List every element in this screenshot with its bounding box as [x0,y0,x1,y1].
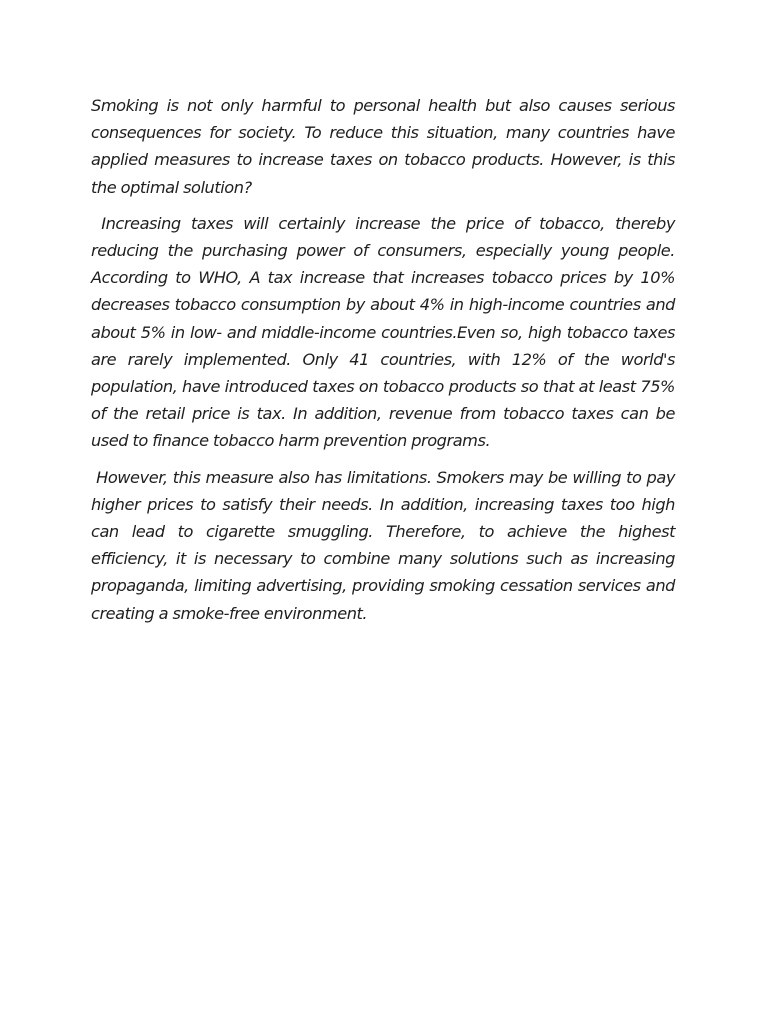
paragraph-intro: Smoking is not only harmful to personal health but also causes serious consequences for society. To reduce this situation, many countries have applied measures to increase taxes on tobacco products. However, is this the optimal solution? [91,96,680,197]
paragraph-tax-effects: Increasing taxes will certainly increase the price of tobacco, thereby reducing the purchasing power of consumers, especially young people. According to WHO, A tax increase that increases tobacco prices by 10% decreases tobacco consumption by about 4% in high-income countries and about 5% in low- and middle-income countries.Even so, high tobacco taxes are rarely implemented. Only 41 countries, with 12% of the world's population, have introduced taxes on tobacco products so that at least 75% of the retail price is tax. In addition, revenue from tobacco taxes can be used to finance tobacco harm prevention programs. [91,213,680,451]
paragraph-limitations: However, this measure also has limitations. Smokers may be willing to pay higher prices to satisfy their needs. In addition, increasing taxes too high can lead to cigarette smuggling. Therefore, to achieve the highest efficiency, it is necessary to combine many solutions such as increasing propaganda, limiting advertising, providing smoking cessation services and creating a smoke-free environment. [91,467,680,623]
document-body [91,92,680,636]
